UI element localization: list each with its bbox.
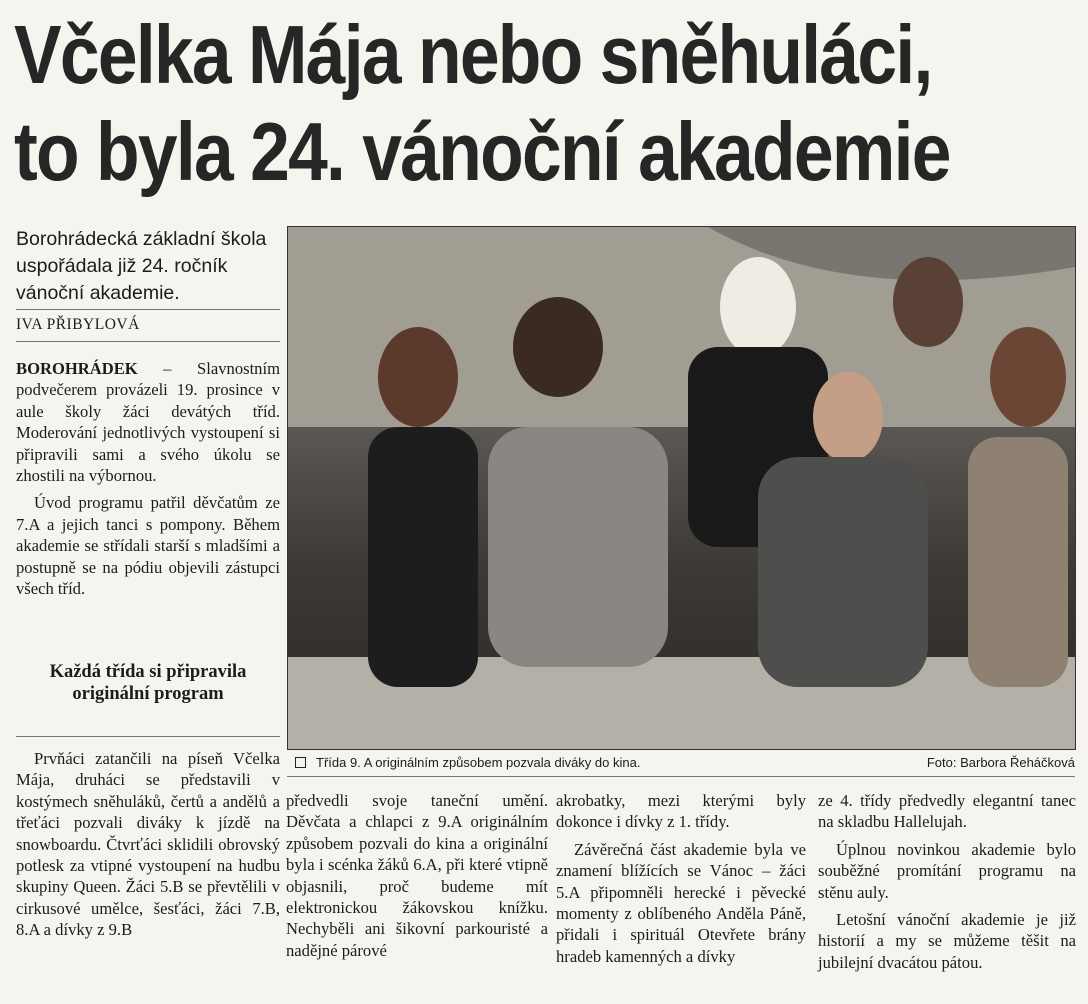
- photo-caption-row: [295, 754, 1075, 772]
- stage-photo-illustration: [288, 227, 1075, 749]
- column-4: [818, 790, 1076, 979]
- caption-divider: [287, 776, 1075, 777]
- headline-line-1: Včelka Mája nebo sněhuláci,: [14, 8, 932, 101]
- caption-square-icon: [295, 757, 306, 768]
- article-paragraph: ze 4. třídy předvedly elegantní tanec na skladbu Hallelujah.: [818, 791, 1076, 832]
- author-byline: IVA PŘIBYLOVÁ: [16, 316, 140, 333]
- article-paragraph: akrobatky, mezi kterými byly dokonce i dívky z 1. třídy.: [556, 791, 806, 832]
- lead-divider: [16, 309, 280, 310]
- photo-credit: Foto: Barbora Řeháčková: [926, 755, 1075, 770]
- column-3: [556, 790, 806, 973]
- article-photo: [287, 226, 1076, 750]
- subhead-divider: [16, 736, 280, 737]
- photo-caption: Třída 9. A originálním způsobem pozvala diváky do kina.: [295, 754, 640, 772]
- article-paragraph: předvedli svoje taneční umění. Děvčata a chlapci z 9.A originálním způsobem pozvali do kina a originální byla i scénka žáků 6.A, při které vtipně objasnili, proč budeme mít elektronickou žákovskou knížku. Nechyběli ani šikovní parkouristé a nadějné párové: [286, 791, 548, 960]
- column-2: [286, 790, 548, 967]
- article-paragraph: Prvňáci zatančili na píseň Včelka Mája, druháci se představili v kostýmech sněhuláků, čertů a andělů a třeťáci pozvali diváky k jízdě na snowboardu. Čtvrťáci sklidili obrovský potlesk za vtipné vystoupení na hudbu skupiny Queen. Žáci 5.B se převtělili v cirkusové umělce, šesťáci, žáci 7.B, 8.A a dívky z 9.B: [16, 749, 280, 940]
- article-paragraph: Letošní vánoční akademie je již historií a my se můžeme těšit na jubilejní dvacátou pátou.: [818, 910, 1076, 972]
- article-paragraph: Úvod programu patřil děvčatům ze 7.A a jejich tanci s pompony. Během akademie se střídali starší s mladšími a postupně se na pódiu objevili zástupci všech tříd.: [16, 493, 280, 599]
- article-paragraph: Závěrečná část akademie byla ve znamení blížících se Vánoc – žáci 5.A připomněli herecké i pěvecké momenty z oblíbeného Anděla Páně, přidali i spirituál Otevřete brány hradeb kamenných a dívky: [556, 839, 806, 966]
- column-1-top: [16, 358, 280, 605]
- headline: [14, 6, 950, 200]
- column-1-bottom: [16, 748, 280, 947]
- subheading: Každá třída si připravila originální program: [49, 662, 247, 704]
- article-paragraph: Úplnou novinkou akademie bylo souběžné promítání programu na stěnu auly.: [818, 839, 1076, 902]
- dateline: BOROHRÁDEK: [16, 359, 138, 378]
- author-divider: [16, 341, 280, 342]
- article-paragraph: BOROHRÁDEK – Slavnostním podvečerem provázeli 19. prosince v aule školy žáci devátých tříd. Moderování jednotlivých vystoupení si připravili sami a svého úkolu se zhostili na výbornou.: [16, 359, 280, 486]
- headline-line-2: to byla 24. vánoční akademie: [14, 105, 950, 198]
- lead-paragraph: Borohrádecká základní škola uspořádala již 24. ročník vánoční akademie.: [16, 228, 267, 304]
